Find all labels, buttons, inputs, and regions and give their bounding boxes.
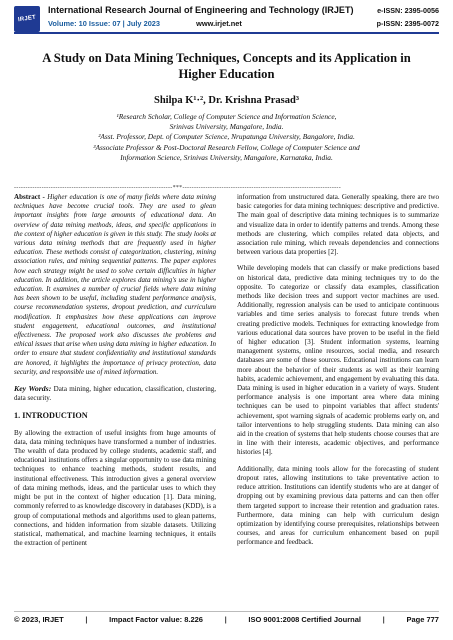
page-footer bbox=[14, 615, 439, 624]
eissn: e-ISSN: 2395-0056 bbox=[377, 6, 439, 15]
intro-paragraph: By allowing the extraction of useful insights from huge amounts of data, data mining techniques have transformed a number of industries. The wealth of data produced by college students, academic staff, and educational institutions offers a singular opportunity to use data mining techniques to enhance teaching methods, student results, and institutional effectiveness. This introduction gives a general overview of data mining methods, ideas, and the particular uses to which they might be put in the context of higher education [1]. Data mining, commonly referred to as knowledge discovery in databases (KDD), is a group of computational methods and algorithms used to glean patterns, connections, and hidden information from sizable datasets. Utilizing statistical, mathematical, and machine learning techniques, it entails the extraction of pertinent bbox=[14, 428, 216, 548]
affiliation-line: ³Associate Professor & Post-Doctoral Research Fellow, College of Computer Science and bbox=[93, 142, 360, 152]
keywords-text: Data mining, higher education, classification, clustering, data security. bbox=[14, 385, 217, 403]
volume-issue: Volume: 10 Issue: 07 | July 2023 bbox=[48, 19, 161, 28]
abstract-label: Abstract - bbox=[14, 193, 45, 201]
journal-logo bbox=[14, 6, 40, 32]
footer-impact-factor: Impact Factor value: 8.226 bbox=[109, 615, 203, 624]
left-column bbox=[14, 193, 216, 555]
section-separator: ---------------------------------------------------------------------***--------------------------------------------------------------------- bbox=[14, 185, 342, 191]
footer-separator: | bbox=[85, 615, 88, 624]
paper-authors: Shilpa K¹·², Dr. Krishna Prasad³ bbox=[153, 95, 299, 106]
keywords bbox=[14, 384, 216, 403]
journal-header bbox=[0, 0, 453, 46]
body-paragraph: Additionally, data mining tools allow for the forecasting of student dropout rates, allowing institutions to take preventative action to reduce attrition. Institutions can identify students who are at danger of dropping out by examining previous data patterns and can then offer them targeted support to increase their retention and graduation rates. Furthermore, data mining can help with curriculum design optimization by identifying course prerequisites, relationships between courses, and areas for curriculum enhancement based on pupil performance and feedback. bbox=[237, 464, 439, 547]
journal-meta bbox=[48, 19, 242, 28]
header-divider bbox=[14, 32, 439, 34]
body-paragraph: information from unstructured data. Generally speaking, there are two basic categories for data mining techniques: descriptive and predictive. The main goal of descriptive data mining techniques is to summarize and visualize data in order to identify patterns and trends. Among these methods are clustering, which compiles related data objects, and association rule mining, which reveals dependencies and connections between various data properties [2]. bbox=[237, 193, 439, 257]
abstract bbox=[14, 193, 216, 377]
affiliation-line: Information Science, Srinivas University, Mangalore, Karnataka, India. bbox=[120, 152, 333, 162]
keywords-label: Key Words: bbox=[14, 384, 52, 394]
footer-copyright: © 2023, IRJET bbox=[14, 615, 64, 624]
footer-separator: | bbox=[224, 615, 227, 624]
affiliation-line: ²Asst. Professor, Dept. of Computer Science, Nrupatunga University, Bangalore, India. bbox=[98, 132, 355, 142]
journal-logo-text: IRJET bbox=[17, 14, 37, 24]
right-column bbox=[237, 193, 439, 555]
affiliation-line: Srinivas University, Mangalore, India. bbox=[169, 122, 284, 132]
affiliation-line: ¹Research Scholar, College of Computer Science and Information Science, bbox=[116, 112, 337, 121]
affiliations bbox=[40, 112, 413, 163]
paper-title: A Study on Data Mining Techniques, Concepts and its Application in Higher Education bbox=[42, 51, 411, 81]
section-heading-introduction: 1. INTRODUCTION bbox=[14, 411, 88, 421]
journal-website-link[interactable]: www.irjet.net bbox=[196, 19, 242, 28]
footer-page-number: Page 777 bbox=[406, 615, 439, 624]
abstract-text: Higher education is one of many fields where data mining techniques have become crucial tools. They are used to glean important insights from large amounts of educational data. An overview of data mining methods, ideas, and specific applications in the context of higher education is given in this study. The study looks at various data mining methods that are frequently used in higher education. These methods consist of categorization, clustering, mining association rules, and mining sequential patterns. The paper explores how each strategy might be used to solve certain difficulties in higher education. In addition, the article explores data mining's use in higher education. It examines a number of crucial fields where data mining has been shown to be useful, including student performance analysis, course recommendation systems, dropout prediction, and curriculum modification. It emphasizes how these applications can improve student engagement, educational outcomes, and institutional effectiveness. The proposed work also discusses the problems and ethical issues that arise when using data mining in higher education. In order to ensure that student confidentiality and institutional standards are honored, it highlights the importance of privacy protection, data security, and responsible use of mined information. bbox=[14, 193, 216, 376]
footer-separator: | bbox=[382, 615, 385, 624]
journal-name: International Research Journal of Engineering and Technology (IRJET) bbox=[48, 5, 354, 15]
footer-divider bbox=[14, 611, 439, 612]
body-paragraph: While developing models that can classify or make predictions based on historical data, predictive data mining techniques try to do the opposite. To categorize or classify data examples, classification methods like decision trees and support vector machines are used. Additionally, regression analysis can be used to anticipate continuous variables and time series analysis to forecast future trends when creating predictive models. Techniques for extracting knowledge from various educational data sources have proven to be useful in the field of higher education [3]. Student information systems, learning management systems, online resources, social media, and research databases are some of these sources. Educational institutions can learn more about the behavior of their students as well as their learning habits, academic achievement, and engagement by evaluating this data. Data mining is used in higher education in a variety of ways. Student performance analysis is one important area where data mining techniques can be used to pinpoint variables that affect students' achievement, spot warning signals of academic problems early on, and tailor interventions to help struggling students. Data mining can also aid in the creation of systems that help students choose courses that are in line with their interests, academic objectives, and performance histories [4]. bbox=[237, 264, 439, 457]
pissn: p-ISSN: 2395-0072 bbox=[376, 19, 439, 28]
footer-iso: ISO 9001:2008 Certified Journal bbox=[248, 615, 361, 624]
